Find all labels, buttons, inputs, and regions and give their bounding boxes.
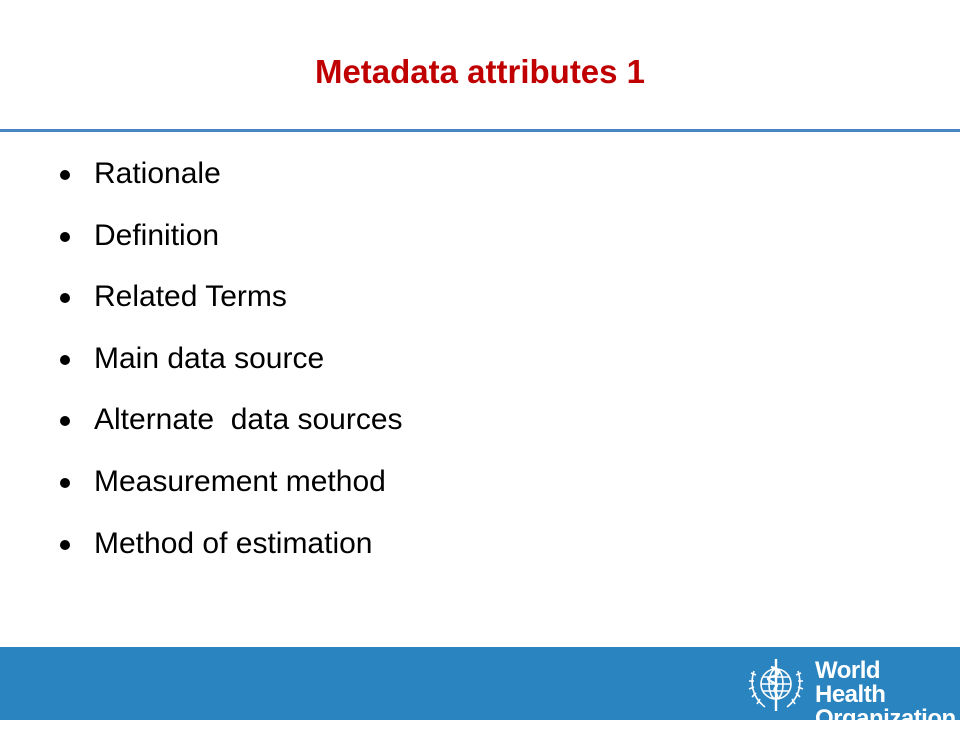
bullet-text: Rationale <box>94 157 221 190</box>
who-logo <box>745 653 956 732</box>
bullet-text: Related Terms <box>94 280 287 314</box>
bullet-text: Definition <box>94 218 220 252</box>
title-divider <box>0 129 960 132</box>
bullet-dot-icon <box>60 416 70 426</box>
bullet-text: Alternate data sources <box>94 403 403 437</box>
bullet-text: Measurement method <box>94 464 386 498</box>
bullet-dot-icon <box>60 478 70 488</box>
bullet-list <box>56 146 876 577</box>
bullet-dot-icon <box>60 540 70 550</box>
who-logo-line2: Organization <box>815 705 956 732</box>
bullet-item <box>56 331 876 393</box>
bullet-item <box>56 208 876 270</box>
bullet-item <box>56 516 876 578</box>
bullet-item <box>56 269 876 331</box>
bullet-dot-icon <box>60 170 70 180</box>
bullet-text: Method of estimation <box>94 526 373 560</box>
bullet-item <box>56 146 876 208</box>
bullet-dot-icon <box>60 232 70 242</box>
bullet-item <box>56 392 876 454</box>
who-logo-text <box>815 659 956 731</box>
footer-bar <box>0 647 960 732</box>
bullet-text: Main data source <box>94 341 325 375</box>
slide-title: Metadata attributes 1 <box>314 53 646 90</box>
who-logo-line1: World Health <box>815 657 886 708</box>
bullet-item <box>56 454 876 516</box>
bullet-dot-icon <box>60 293 70 303</box>
bullet-dot-icon <box>60 355 70 365</box>
who-emblem-icon <box>745 653 807 715</box>
